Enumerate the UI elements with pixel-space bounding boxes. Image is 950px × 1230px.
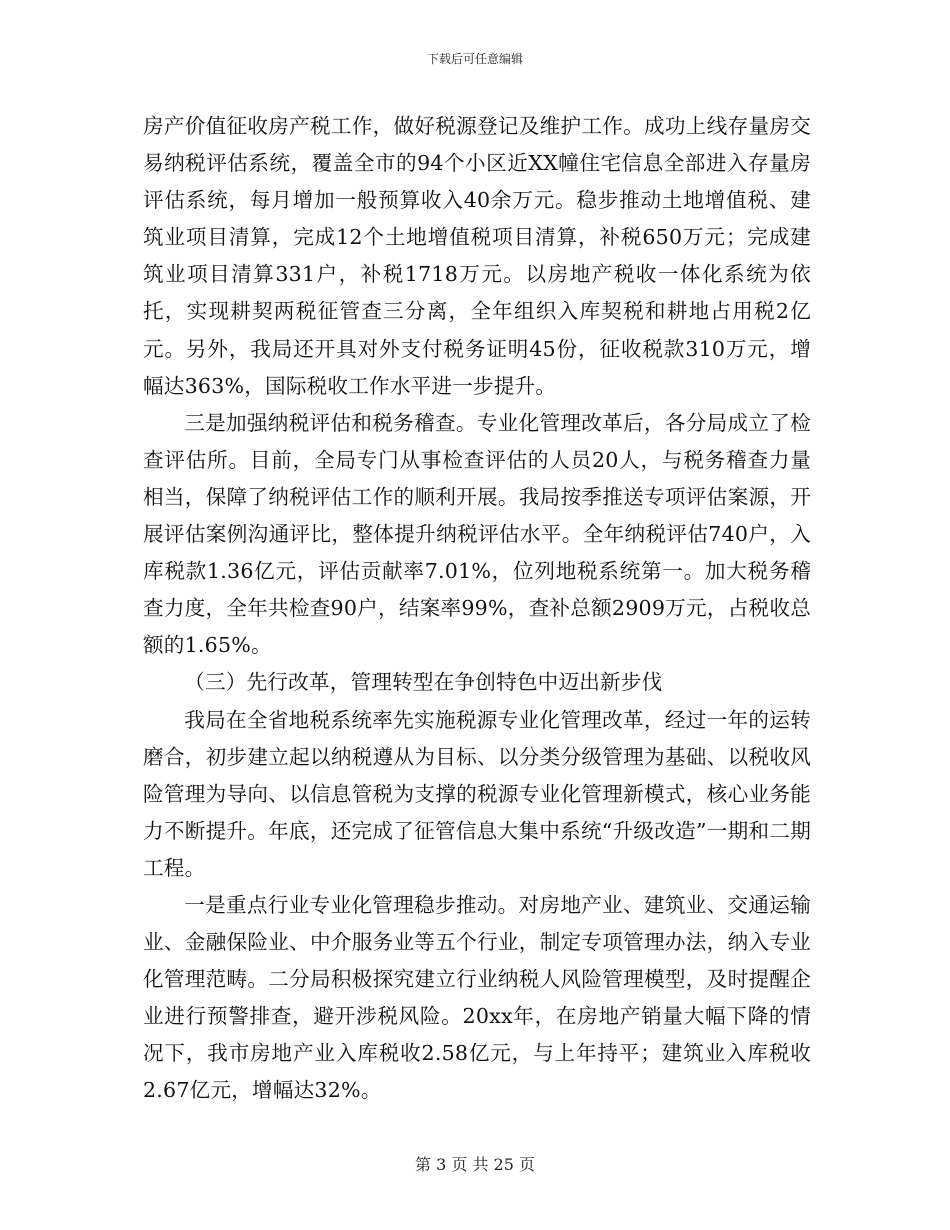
page-number: 第 3 页 共 25 页 xyxy=(415,1155,535,1174)
document-body xyxy=(143,108,811,1110)
paragraph-continuation: 房产价值征收房产税工作，做好税源登记及维护工作。成功上线存量房交易纳税评估系统，覆盖全市的94个小区近XX幢住宅信息全部进入存量房评估系统，每月增加一般预算收入40余万元。稳步推动土地增值税、建筑业项目清算，完成12个土地增值税项目清算，补税650万元；完成建筑业项目清算331户，补税1718万元。以房地产税收一体化系统为依托，实现耕契两税征管查三分离，全年组织入库契税和耕地占用税2亿元。另外，我局还开具对外支付税务证明45份，征收税款310万元，增幅达363%，国际税收工作水平进一步提升。 xyxy=(143,114,811,398)
paragraph-reform: 我局在全省地税系统率先实施税源专业化管理改革，经过一年的运转磨合，初步建立起以纳税遵从为目标、以分类分级管理为基础、以税收风险管理为导向、以信息管税为支撑的税源专业化管理新模式，核心业务能力不断提升。年底，还完成了征管信息大集中系统“升级改造”一期和二期工程。 xyxy=(143,707,811,880)
section-heading: （三）先行改革，管理转型在争创特色中迈出新步伐 xyxy=(184,670,663,695)
paragraph-industry-management: 一是重点行业专业化管理稳步推动。对房地产业、建筑业、交通运输业、金融保险业、中介服务业等五个行业，制定专项管理办法，纳入专业化管理范畴。二分局积极探究建立行业纳税人风险管理模型，及时提醒企业进行预警排查，避开涉税风险。20xx年，在房地产销量大幅下降的情况下，我市房地产业入库税收2.58亿元，与上年持平；建筑业入库税收2.67亿元，增幅达32%。 xyxy=(143,892,811,1103)
paragraph-tax-assessment: 三是加强纳税评估和税务稽查。专业化管理改革后，各分局成立了检查评估所。目前，全局专门从事检查评估的人员20人，与税务稽查力量相当，保障了纳税评估工作的顺利开展。我局按季推送专项评估案源，开展评估案例沟通评比，整体提升纳税评估水平。全年纳税评估740户，入库税款1.36亿元，评估贡献率7.01%，位列地税系统第一。加大税务稽查力度，全年共检查90户，结案率99%，查补总额2909万元，占税收总额的1.65%。 xyxy=(143,410,811,658)
page-header-note: 下载后可任意编辑 xyxy=(426,52,523,66)
